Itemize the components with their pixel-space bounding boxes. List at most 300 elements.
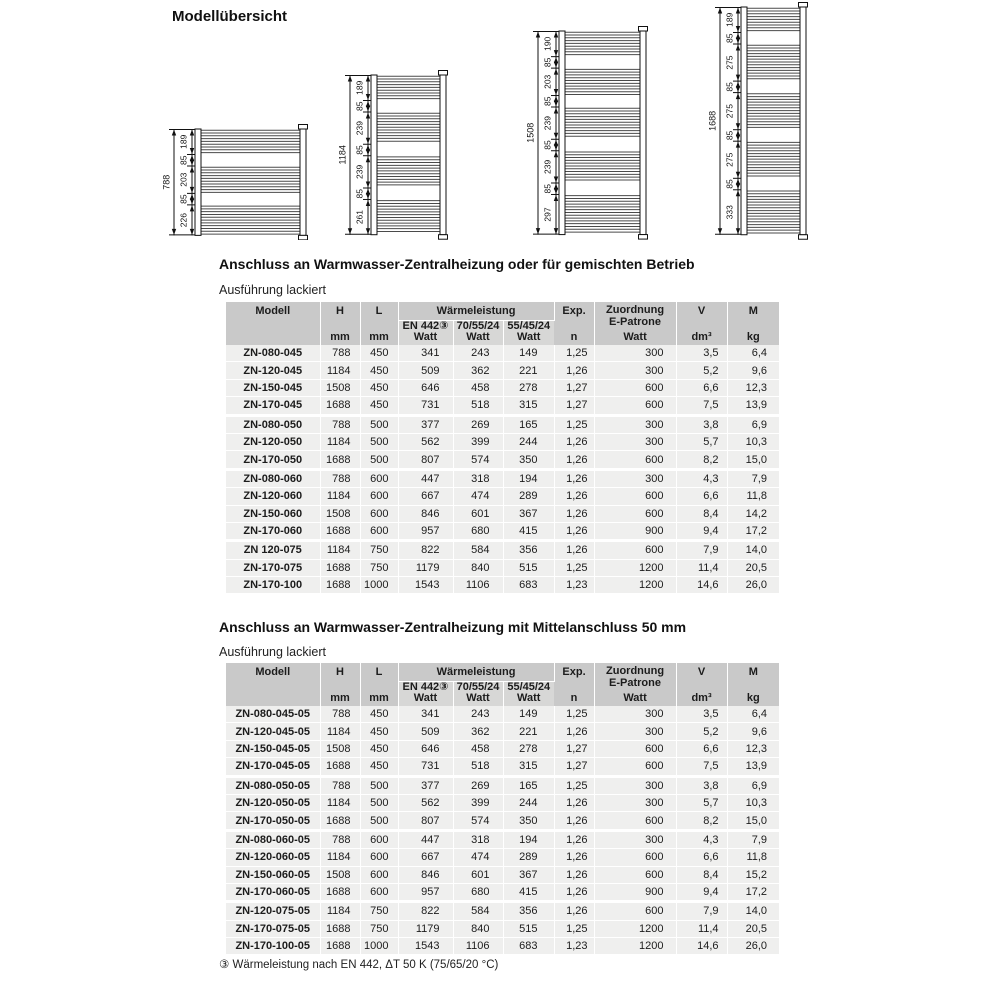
value-cell: 1,26 — [554, 451, 594, 469]
model-cell: ZN-170-050 — [226, 451, 320, 469]
value-cell: 600 — [360, 883, 398, 901]
col-header-zuordnung: Zuordnung E-Patrone Watt — [594, 302, 676, 345]
table-row — [226, 902, 779, 920]
segment-dimension-label: 203 — [178, 172, 189, 187]
col-header-705524: 70/55/24 Watt — [453, 682, 503, 707]
value-cell: 1184 — [320, 488, 360, 505]
value-cell: 600 — [594, 758, 676, 776]
value-cell: 1,25 — [554, 706, 594, 723]
value-cell: 458 — [453, 379, 503, 396]
value-cell: 1508 — [320, 740, 360, 757]
value-cell: 7,9 — [727, 830, 779, 848]
value-cell: 1184 — [320, 723, 360, 740]
value-cell: 14,6 — [676, 938, 727, 955]
model-cell: ZN-080-060 — [226, 469, 320, 487]
value-cell: 646 — [398, 740, 453, 757]
value-cell: 4,3 — [676, 469, 727, 487]
table-body — [226, 706, 779, 955]
value-cell: 14,2 — [727, 505, 779, 522]
value-cell: 243 — [453, 706, 503, 723]
table-row — [226, 812, 779, 830]
value-cell: 300 — [594, 776, 676, 794]
value-cell: 509 — [398, 723, 453, 740]
overall-height-label: 1688 — [707, 111, 718, 132]
value-cell: 1508 — [320, 379, 360, 396]
value-cell: 289 — [503, 488, 554, 505]
value-cell: 362 — [453, 362, 503, 379]
value-cell: 399 — [453, 794, 503, 811]
model-cell: ZN-120-045-05 — [226, 723, 320, 740]
table-row — [226, 577, 779, 594]
value-cell: 1,26 — [554, 830, 594, 848]
value-cell: 15,2 — [727, 866, 779, 883]
table-row — [226, 415, 779, 433]
value-cell: 957 — [398, 522, 453, 540]
value-cell: 1,26 — [554, 849, 594, 866]
value-cell: 447 — [398, 469, 453, 487]
model-cell: ZN-120-075-05 — [226, 902, 320, 920]
table-row — [226, 505, 779, 522]
value-cell: 221 — [503, 723, 554, 740]
value-cell: 278 — [503, 379, 554, 396]
col-header-h: H mm — [320, 302, 360, 345]
value-cell: 6,9 — [727, 415, 779, 433]
value-cell: 278 — [503, 740, 554, 757]
spec-table-1 — [226, 302, 779, 594]
value-cell: 3,8 — [676, 776, 727, 794]
value-cell: 788 — [320, 415, 360, 433]
segment-dimension-label: 85 — [354, 189, 365, 199]
value-cell: 1200 — [594, 577, 676, 594]
value-cell: 450 — [360, 397, 398, 415]
value-cell: 600 — [360, 830, 398, 848]
value-cell: 518 — [453, 758, 503, 776]
value-cell: 1184 — [320, 433, 360, 450]
value-cell: 1184 — [320, 849, 360, 866]
col-header-v: V dm³ — [676, 302, 727, 345]
model-cell: ZN-080-050 — [226, 415, 320, 433]
model-cell: ZN-080-060-05 — [226, 830, 320, 848]
model-cell: ZN-150-060 — [226, 505, 320, 522]
table-row — [226, 794, 779, 811]
value-cell: 1543 — [398, 938, 453, 955]
value-cell: 840 — [453, 920, 503, 937]
segment-dimension-label: 333 — [724, 205, 735, 220]
value-cell: 11,4 — [676, 920, 727, 937]
value-cell: 1543 — [398, 577, 453, 594]
value-cell: 5,2 — [676, 362, 727, 379]
value-cell: 1184 — [320, 902, 360, 920]
value-cell: 4,3 — [676, 830, 727, 848]
segment-dimension-label: 239 — [354, 165, 365, 180]
value-cell: 367 — [503, 866, 554, 883]
value-cell: 474 — [453, 849, 503, 866]
value-cell: 600 — [594, 451, 676, 469]
segment-dimension-label: 85 — [724, 33, 735, 44]
value-cell: 3,5 — [676, 345, 727, 362]
section2-title: Anschluss an Warmwasser-Zentralheizung mit Mittelanschluss 50 mm — [219, 619, 687, 635]
model-cell: ZN-120-060-05 — [226, 849, 320, 866]
value-cell: 574 — [453, 812, 503, 830]
table-header — [226, 302, 779, 345]
model-cell: ZN-170-060 — [226, 522, 320, 540]
table-row — [226, 433, 779, 450]
col-header-m: M kg — [727, 663, 779, 706]
segment-dimension-label: 275 — [724, 104, 735, 119]
value-cell: 731 — [398, 758, 453, 776]
model-cell: ZN-080-045 — [226, 345, 320, 362]
value-cell: 750 — [360, 902, 398, 920]
value-cell: 1,23 — [554, 577, 594, 594]
value-cell: 515 — [503, 559, 554, 576]
value-cell: 315 — [503, 758, 554, 776]
overall-height-label: 788 — [161, 174, 172, 190]
value-cell: 1184 — [320, 541, 360, 559]
value-cell: 20,5 — [727, 559, 779, 576]
col-header-en442: EN 442③ Watt — [398, 682, 453, 707]
value-cell: 300 — [594, 723, 676, 740]
value-cell: 11,8 — [727, 488, 779, 505]
value-cell: 447 — [398, 830, 453, 848]
value-cell: 601 — [453, 866, 503, 883]
value-cell: 667 — [398, 849, 453, 866]
page-title: Modellübersicht — [172, 8, 288, 25]
value-cell: 1,25 — [554, 776, 594, 794]
value-cell: 1688 — [320, 812, 360, 830]
value-cell: 600 — [594, 379, 676, 396]
radiator-diagram-1184 — [336, 70, 449, 240]
value-cell: 9,4 — [676, 522, 727, 540]
segment-dimension-label: 189 — [724, 12, 735, 28]
segment-dimension-label: 85 — [178, 194, 189, 204]
value-cell: 9,6 — [727, 723, 779, 740]
value-cell: 17,2 — [727, 883, 779, 901]
value-cell: 450 — [360, 706, 398, 723]
model-cell: ZN-120-060 — [226, 488, 320, 505]
model-cell: ZN-170-045-05 — [226, 758, 320, 776]
spec-table-2 — [226, 663, 779, 955]
value-cell: 300 — [594, 794, 676, 811]
value-cell: 8,2 — [676, 451, 727, 469]
value-cell: 3,5 — [676, 706, 727, 723]
segment-dimension-label: 275 — [724, 55, 735, 70]
value-cell: 1,26 — [554, 794, 594, 811]
value-cell: 300 — [594, 469, 676, 487]
value-cell: 15,0 — [727, 812, 779, 830]
value-cell: 450 — [360, 740, 398, 757]
table-row — [226, 758, 779, 776]
value-cell: 1200 — [594, 559, 676, 576]
value-cell: 8,2 — [676, 812, 727, 830]
model-cell: ZN-170-075-05 — [226, 920, 320, 937]
value-cell: 1,25 — [554, 345, 594, 362]
value-cell: 165 — [503, 415, 554, 433]
value-cell: 1,26 — [554, 488, 594, 505]
segment-dimension-label: 85 — [542, 140, 553, 151]
value-cell: 474 — [453, 488, 503, 505]
table-row — [226, 938, 779, 955]
value-cell: 377 — [398, 415, 453, 433]
table-row — [226, 706, 779, 723]
model-cell: ZN-170-100 — [226, 577, 320, 594]
value-cell: 300 — [594, 830, 676, 848]
value-cell: 415 — [503, 522, 554, 540]
col-header-waermeleistung: Wärmeleistung — [398, 302, 554, 321]
value-cell: 788 — [320, 469, 360, 487]
value-cell: 1,27 — [554, 740, 594, 757]
segment-dimension-label: 189 — [354, 80, 365, 96]
col-header-h: H mm — [320, 663, 360, 706]
value-cell: 600 — [594, 902, 676, 920]
value-cell: 1508 — [320, 866, 360, 883]
segment-dimension-label: 239 — [542, 160, 553, 175]
value-cell: 300 — [594, 706, 676, 723]
value-cell: 12,3 — [727, 740, 779, 757]
value-cell: 377 — [398, 776, 453, 794]
value-cell: 1,26 — [554, 866, 594, 883]
value-cell: 17,2 — [727, 522, 779, 540]
value-cell: 300 — [594, 415, 676, 433]
value-cell: 1,27 — [554, 379, 594, 396]
col-header-modell: Modell — [226, 663, 320, 706]
value-cell: 11,8 — [727, 849, 779, 866]
value-cell: 1,26 — [554, 362, 594, 379]
value-cell: 1688 — [320, 559, 360, 576]
value-cell: 600 — [360, 505, 398, 522]
value-cell: 1688 — [320, 397, 360, 415]
value-cell: 600 — [594, 740, 676, 757]
value-cell: 1,26 — [554, 433, 594, 450]
model-cell: ZN-170-050-05 — [226, 812, 320, 830]
value-cell: 1,26 — [554, 902, 594, 920]
segment-dimension-label: 85 — [724, 130, 735, 141]
value-cell: 1688 — [320, 577, 360, 594]
segment-dimension-label: 85 — [542, 58, 553, 68]
value-cell: 1,26 — [554, 469, 594, 487]
value-cell: 500 — [360, 776, 398, 794]
value-cell: 7,9 — [676, 541, 727, 559]
model-cell: ZN 120-075 — [226, 541, 320, 559]
value-cell: 14,0 — [727, 541, 779, 559]
table-row — [226, 397, 779, 415]
value-cell: 450 — [360, 362, 398, 379]
value-cell: 601 — [453, 505, 503, 522]
segment-dimension-label: 239 — [542, 116, 553, 131]
value-cell: 750 — [360, 559, 398, 576]
col-header-705524: 70/55/24 Watt — [453, 321, 503, 346]
value-cell: 244 — [503, 794, 554, 811]
table-row — [226, 883, 779, 901]
value-cell: 1106 — [453, 577, 503, 594]
col-header-exp: Exp. n — [554, 663, 594, 706]
col-header-554524: 55/45/24 Watt — [503, 321, 554, 346]
value-cell: 149 — [503, 345, 554, 362]
value-cell: 1688 — [320, 920, 360, 937]
value-cell: 9,4 — [676, 883, 727, 901]
table-row — [226, 451, 779, 469]
value-cell: 10,3 — [727, 433, 779, 450]
value-cell: 26,0 — [727, 577, 779, 594]
value-cell: 194 — [503, 830, 554, 848]
segment-dimension-label: 85 — [354, 145, 365, 155]
value-cell: 243 — [453, 345, 503, 362]
segment-dimension-label: 85 — [724, 179, 735, 190]
value-cell: 600 — [594, 812, 676, 830]
value-cell: 680 — [453, 522, 503, 540]
model-cell: ZN-170-075 — [226, 559, 320, 576]
value-cell: 900 — [594, 522, 676, 540]
value-cell: 6,6 — [676, 740, 727, 757]
table-row — [226, 362, 779, 379]
model-cell: ZN-120-045 — [226, 362, 320, 379]
value-cell: 194 — [503, 469, 554, 487]
value-cell: 600 — [594, 849, 676, 866]
value-cell: 14,0 — [727, 902, 779, 920]
col-header-l: L mm — [360, 663, 398, 706]
value-cell: 1,27 — [554, 758, 594, 776]
value-cell: 1,27 — [554, 397, 594, 415]
col-header-en442: EN 442③ Watt — [398, 321, 453, 346]
value-cell: 500 — [360, 794, 398, 811]
col-header-exp: Exp. n — [554, 302, 594, 345]
segment-dimension-label: 239 — [354, 121, 365, 136]
value-cell: 350 — [503, 812, 554, 830]
segment-dimension-label: 85 — [542, 184, 553, 194]
model-cell: ZN-080-045-05 — [226, 706, 320, 723]
table-row — [226, 740, 779, 757]
value-cell: 1688 — [320, 938, 360, 955]
radiator-diagram-1508 — [524, 26, 649, 240]
value-cell: 683 — [503, 577, 554, 594]
segment-dimension-label: 297 — [542, 207, 553, 223]
table-row — [226, 776, 779, 794]
value-cell: 600 — [594, 397, 676, 415]
value-cell: 788 — [320, 776, 360, 794]
value-cell: 584 — [453, 541, 503, 559]
model-cell: ZN-170-100-05 — [226, 938, 320, 955]
value-cell: 600 — [594, 488, 676, 505]
overall-height-label: 1184 — [337, 145, 348, 165]
value-cell: 415 — [503, 883, 554, 901]
model-cell: ZN-150-060-05 — [226, 866, 320, 883]
segment-dimension-label: 275 — [724, 152, 735, 168]
value-cell: 341 — [398, 706, 453, 723]
table-row — [226, 920, 779, 937]
radiator-diagram-1688 — [706, 2, 809, 240]
value-cell: 509 — [398, 362, 453, 379]
section1-subtitle: Ausführung lackiert — [219, 283, 327, 297]
value-cell: 750 — [360, 541, 398, 559]
col-header-m: M kg — [727, 302, 779, 345]
value-cell: 667 — [398, 488, 453, 505]
value-cell: 1688 — [320, 883, 360, 901]
value-cell: 26,0 — [727, 938, 779, 955]
value-cell: 600 — [360, 866, 398, 883]
table-row — [226, 469, 779, 487]
col-header-waermeleistung: Wärmeleistung — [398, 663, 554, 682]
table-header — [226, 663, 779, 706]
value-cell: 5,7 — [676, 794, 727, 811]
value-cell: 1,26 — [554, 522, 594, 540]
value-cell: 1,25 — [554, 559, 594, 576]
col-header-554524: 55/45/24 Watt — [503, 682, 554, 707]
segment-dimension-label: 85 — [178, 155, 189, 165]
value-cell: 1508 — [320, 505, 360, 522]
value-cell: 6,6 — [676, 379, 727, 396]
value-cell: 289 — [503, 849, 554, 866]
value-cell: 562 — [398, 794, 453, 811]
value-cell: 221 — [503, 362, 554, 379]
value-cell: 500 — [360, 433, 398, 450]
value-cell: 646 — [398, 379, 453, 396]
value-cell: 1,26 — [554, 723, 594, 740]
value-cell: 244 — [503, 433, 554, 450]
model-cell: ZN-080-050-05 — [226, 776, 320, 794]
model-cell: ZN-150-045 — [226, 379, 320, 396]
radiator-diagram-788 — [160, 124, 309, 240]
value-cell: 600 — [360, 469, 398, 487]
value-cell: 350 — [503, 451, 554, 469]
value-cell: 9,6 — [727, 362, 779, 379]
value-cell: 680 — [453, 883, 503, 901]
value-cell: 822 — [398, 902, 453, 920]
value-cell: 600 — [594, 866, 676, 883]
value-cell: 1,26 — [554, 812, 594, 830]
model-cell: ZN-120-050-05 — [226, 794, 320, 811]
segment-dimension-label: 203 — [542, 75, 553, 90]
value-cell: 450 — [360, 758, 398, 776]
segment-dimension-label: 85 — [354, 101, 365, 112]
value-cell: 318 — [453, 469, 503, 487]
value-cell: 450 — [360, 723, 398, 740]
segment-dimension-label: 85 — [542, 96, 553, 107]
value-cell: 750 — [360, 920, 398, 937]
col-header-zuordnung: Zuordnung E-Patrone Watt — [594, 663, 676, 706]
value-cell: 822 — [398, 541, 453, 559]
value-cell: 1,26 — [554, 883, 594, 901]
value-cell: 807 — [398, 451, 453, 469]
value-cell: 1,25 — [554, 920, 594, 937]
value-cell: 5,2 — [676, 723, 727, 740]
value-cell: 6,4 — [727, 345, 779, 362]
col-header-modell: Modell — [226, 302, 320, 345]
value-cell: 1688 — [320, 522, 360, 540]
value-cell: 11,4 — [676, 559, 727, 576]
value-cell: 683 — [503, 938, 554, 955]
value-cell: 846 — [398, 866, 453, 883]
col-header-l: L mm — [360, 302, 398, 345]
value-cell: 7,5 — [676, 397, 727, 415]
overall-height-label: 1508 — [525, 123, 536, 144]
model-cell: ZN-120-050 — [226, 433, 320, 450]
value-cell: 600 — [360, 488, 398, 505]
value-cell: 269 — [453, 415, 503, 433]
segment-dimension-label: 190 — [542, 37, 553, 52]
value-cell: 15,0 — [727, 451, 779, 469]
value-cell: 1184 — [320, 362, 360, 379]
value-cell: 846 — [398, 505, 453, 522]
value-cell: 600 — [594, 541, 676, 559]
col-header-v: V dm³ — [676, 663, 727, 706]
value-cell: 788 — [320, 345, 360, 362]
value-cell: 1688 — [320, 758, 360, 776]
value-cell: 7,9 — [676, 902, 727, 920]
table-row — [226, 559, 779, 576]
value-cell: 500 — [360, 812, 398, 830]
footnote: ③ Wärmeleistung nach EN 442, ΔT 50 K (75/65/20 °C) — [219, 959, 499, 971]
value-cell: 6,6 — [676, 849, 727, 866]
value-cell: 1,26 — [554, 505, 594, 522]
